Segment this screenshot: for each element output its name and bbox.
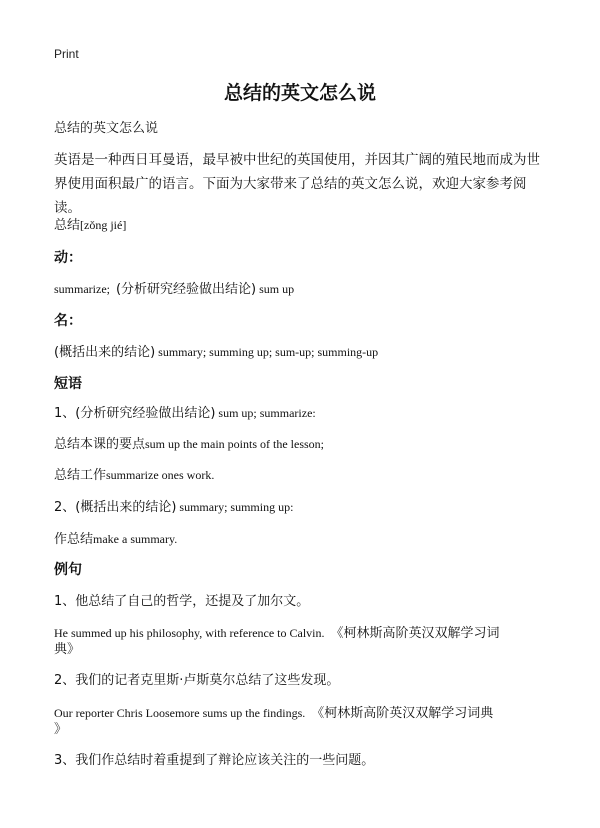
noun-heading: 名： <box>54 313 82 329</box>
noun-rest: summary; summing up; sum-up; summing-up <box>158 345 379 359</box>
phrase-item <box>54 406 316 422</box>
phrase-zh: 2、(概括出来的结论) <box>54 500 177 515</box>
phrase-item <box>54 468 214 484</box>
example-source-wrap <box>54 642 80 658</box>
page-title: 总结的英文怎么说 <box>223 82 376 104</box>
example-en-text: Our reporter Chris Loosemore sums up the findings. <box>54 706 306 720</box>
phrase-item <box>54 532 177 548</box>
phrase-en: summary; summing up: <box>179 500 294 514</box>
example-zh: 2、我们的记者克里斯·卢斯莫尔总结了这些发现。 <box>54 673 340 688</box>
example-en <box>54 626 500 642</box>
verb-heading: 动： <box>54 250 82 266</box>
phrase-zh: 1、(分析研究经验做出结论) <box>54 406 216 421</box>
example-en <box>54 706 493 722</box>
example-source: 《柯林斯高阶英汉双解学习词 <box>330 626 500 641</box>
verb-rest: sum up <box>259 282 295 296</box>
example-source-wrap <box>54 722 67 738</box>
example-en-text: He summed up his philosophy, with reference to Calvin. <box>54 626 325 640</box>
example-source: 《柯林斯高阶英汉双解学习词典 <box>311 706 494 721</box>
verb-paren: (分析研究经验做出结论) <box>115 282 257 297</box>
phrase-zh: 作总结 <box>54 532 94 547</box>
phrase-item <box>54 437 324 453</box>
noun-paren: (概括出来的结论) <box>54 345 156 360</box>
verb-gloss: summarize; <box>54 282 110 296</box>
phrase-zh: 总结工作 <box>54 468 107 483</box>
example-source-end: 典》 <box>54 642 81 657</box>
example-zh: 1、他总结了自己的哲学，还提及了加尔文。 <box>54 594 310 609</box>
phrase-item <box>54 500 293 516</box>
phrase-zh: 总结本课的要点 <box>54 437 146 452</box>
phrase-en: summarize ones work. <box>106 468 215 482</box>
pronunciation-word: 总结 <box>54 218 81 233</box>
examples-heading: 例句 <box>54 562 82 578</box>
example-source-end: 》 <box>54 722 68 737</box>
print-link[interactable]: Print <box>54 47 79 61</box>
phrase-en: make a summary. <box>93 532 178 546</box>
phrase-en: sum up; summarize: <box>218 406 316 420</box>
intro-paragraph: 英语是一种西日耳曼语，最早被中世纪的英国使用，并因其广阔的殖民地而成为世界使用面积最广的语言。下面为大家带来了总结的英文怎么说，欢迎大家参考阅读。 <box>54 152 540 216</box>
phrase-en: sum up the main points of the lesson; <box>145 437 325 451</box>
noun-definition <box>54 345 378 361</box>
example-zh: 3、我们作总结时着重提到了辩论应该关注的一些问题。 <box>54 753 375 768</box>
verb-definition <box>54 282 294 298</box>
pronunciation-pinyin: [zǒng jié] <box>80 218 127 232</box>
pronunciation-line <box>54 218 126 234</box>
phrases-heading: 短语 <box>54 376 82 392</box>
subtitle: 总结的英文怎么说 <box>54 121 159 136</box>
